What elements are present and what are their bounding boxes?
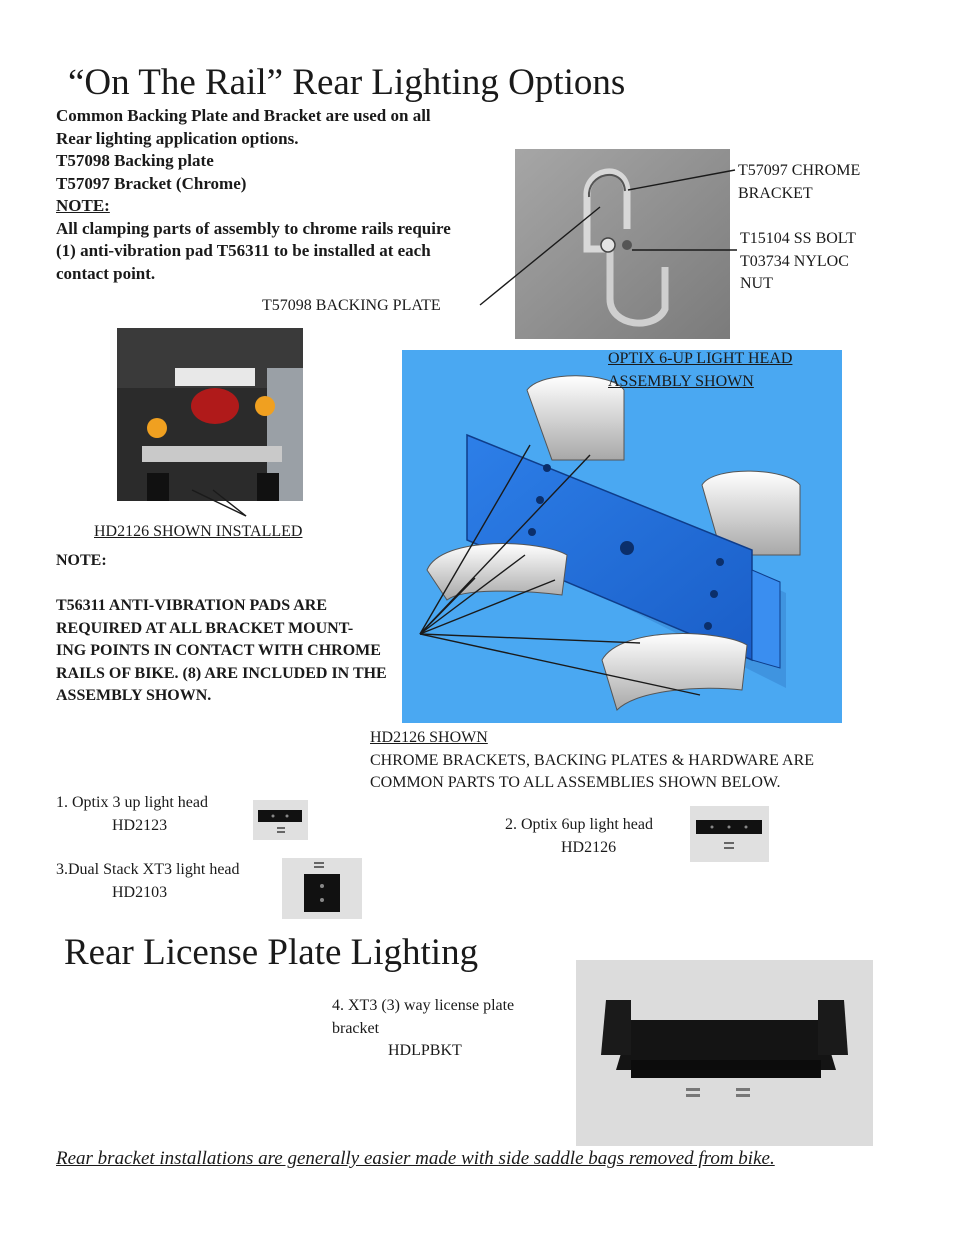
hd2126-label: HD2126 SHOWN [370, 729, 488, 746]
option-name: 3.Dual Stack XT3 light head [56, 861, 240, 878]
callout-backing-plate: T57098 BACKING PLATE [262, 297, 441, 314]
option-name: 2. Optix 6up light head [505, 816, 653, 833]
installed-caption: HD2126 SHOWN INSTALLED [94, 523, 303, 540]
page-title: “On The Rail” Rear Lighting Options [68, 62, 626, 103]
pads-note-label: NOTE: [56, 552, 107, 569]
callout-line: NUT [740, 275, 773, 292]
license-option-line: bracket [332, 1019, 380, 1037]
intro-line: Rear lighting application options. [56, 128, 299, 148]
callout-line: T15104 SS BOLT [740, 230, 856, 247]
hd2126-line: CHROME BRACKETS, BACKING PLATES & HARDWARE ARE [370, 751, 815, 769]
assembly-caption-line: OPTIX 6-UP LIGHT HEAD [608, 350, 793, 367]
option-code: HD2123 [112, 816, 168, 834]
spacer [56, 573, 387, 596]
license-bracket-photo [576, 960, 873, 1146]
pads-note-line: T56311 ANTI-VIBRATION PADS ARE [56, 597, 328, 614]
license-option [332, 995, 514, 1063]
leader-line-pad [420, 445, 530, 634]
pads-note-line: RAILS OF BIKE. (8) ARE INCLUDED IN THE [56, 664, 387, 682]
leader-line-pad [420, 455, 590, 634]
hd2126-block [370, 727, 814, 795]
leader-line-pad [420, 555, 525, 634]
intro-note-line: All clamping parts of assembly to chrome rails require [56, 218, 451, 238]
callout-line: T57097 CHROME [738, 162, 861, 179]
license-option-code: HDLPBKT [388, 1042, 462, 1059]
leader-line-pad [420, 580, 555, 634]
pads-note-line: ING POINTS IN CONTACT WITH CHROME [56, 642, 381, 659]
callout-line: BRACKET [738, 184, 813, 202]
option-2 [505, 814, 653, 859]
pads-note [56, 550, 387, 708]
leader-line-pad [420, 634, 700, 695]
footer-note: Rear bracket installations are generally easier made with side saddle bags removed from bike. [56, 1148, 775, 1169]
option-3-thumbnail [282, 858, 362, 919]
option-code: HD2103 [112, 883, 168, 901]
option-name: 1. Optix 3 up light head [56, 794, 208, 811]
hd2126-line: COMMON PARTS TO ALL ASSEMBLIES SHOWN BELOW. [370, 774, 781, 791]
callout-line: T03734 NYLOC [740, 252, 849, 270]
intro-line: T57097 Bracket (Chrome) [56, 173, 247, 193]
intro-note-line: (1) anti-vibration pad T56311 to be installed at each [56, 241, 431, 260]
intro-line: T57098 Backing plate [56, 151, 214, 170]
intro-note-label: NOTE: [56, 196, 110, 215]
leader-line-bracket [628, 170, 735, 190]
pads-note-line: ASSEMBLY SHOWN. [56, 687, 212, 704]
option-1 [56, 792, 208, 837]
section-title-license: Rear License Plate Lighting [64, 932, 479, 973]
pads-note-line: REQUIRED AT ALL BRACKET MOUNT- [56, 619, 354, 637]
option-1-thumbnail [253, 800, 308, 840]
option-3 [56, 859, 240, 904]
license-option-line: 4. XT3 (3) way license plate [332, 997, 515, 1014]
intro-line: Common Backing Plate and Bracket are used on all [56, 106, 431, 125]
option-code: HD2126 [561, 838, 617, 856]
assembly-caption-line: ASSEMBLY SHOWN [608, 372, 754, 390]
intro-note-line: contact point. [56, 263, 156, 283]
leader-line-backing [480, 207, 600, 305]
option-2-thumbnail [690, 806, 769, 862]
